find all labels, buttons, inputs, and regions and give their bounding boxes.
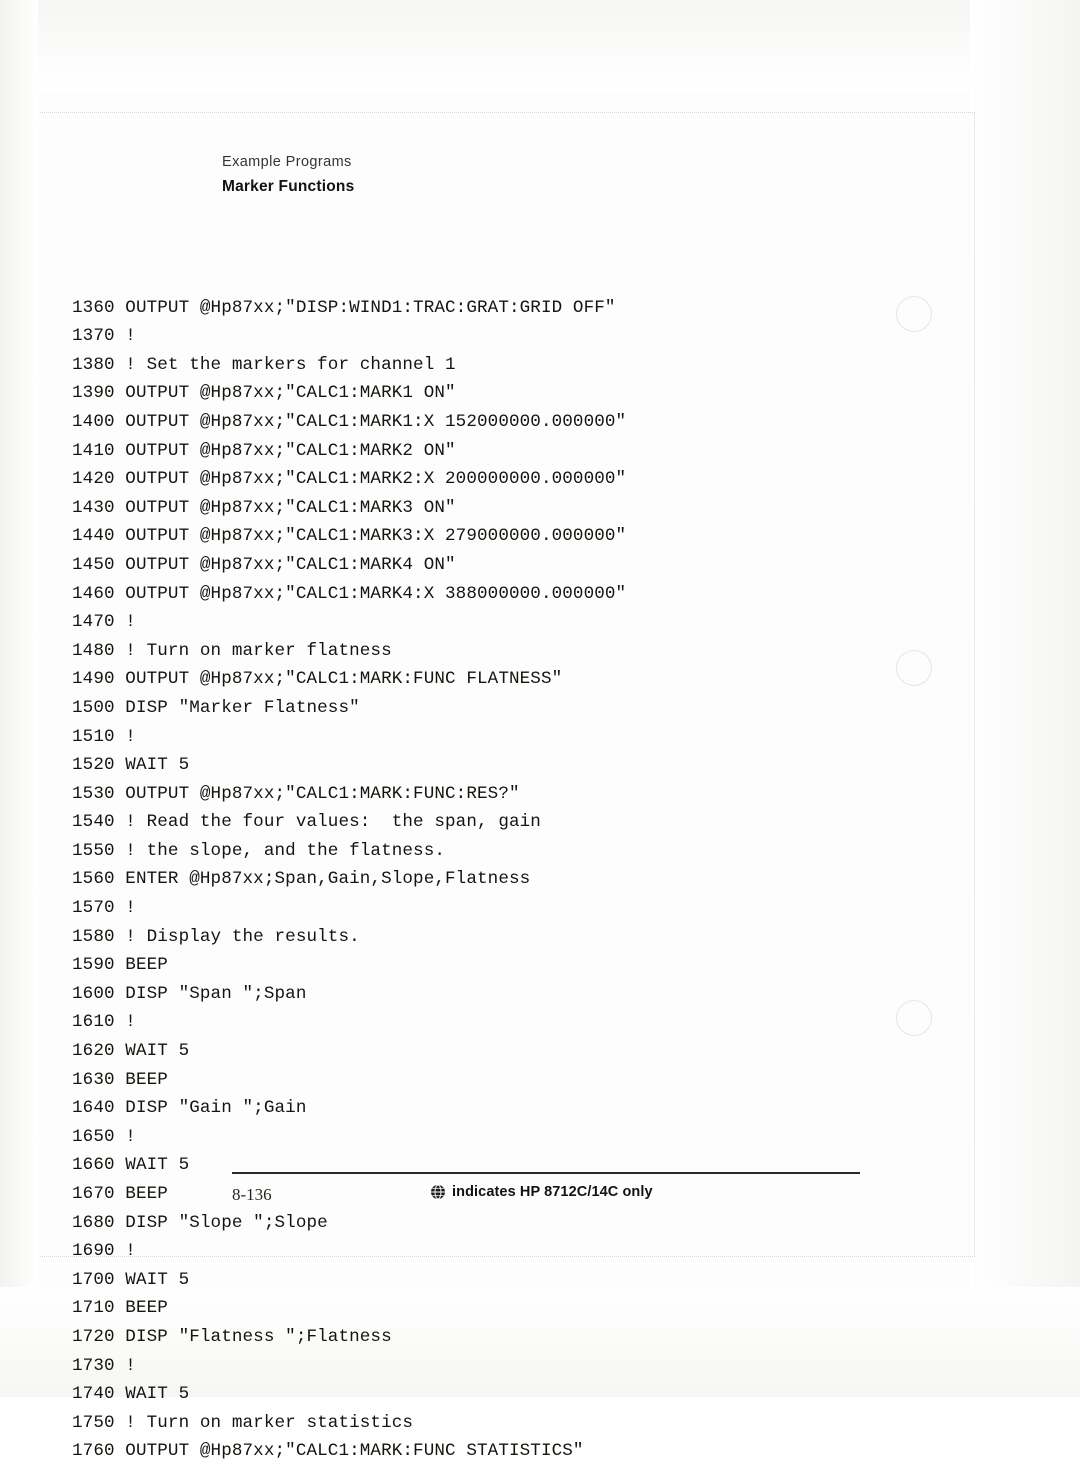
code-line: 1640 DISP "Gain ";Gain	[72, 1098, 307, 1119]
code-line: 1480 ! Turn on marker flatness	[72, 640, 392, 661]
code-line: 1740 WAIT 5	[72, 1384, 190, 1405]
page-footer	[232, 1182, 860, 1212]
code-line: 1720 DISP "Flatness ";Flatness	[72, 1326, 392, 1347]
code-line: 1380 ! Set the markers for channel 1	[72, 354, 456, 375]
code-line: 1610 !	[72, 1012, 136, 1033]
running-head-chapter: Example Programs	[222, 154, 352, 170]
code-line: 1440 OUTPUT @Hp87xx;"CALC1:MARK3:X 279000000.000000"	[72, 526, 627, 547]
code-line: 1360 OUTPUT @Hp87xx;"DISP:WIND1:TRAC:GRAT:GRID OFF"	[72, 297, 616, 318]
code-line: 1660 WAIT 5	[72, 1155, 190, 1176]
code-line: 1490 OUTPUT @Hp87xx;"CALC1:MARK:FUNC FLATNESS"	[72, 669, 563, 690]
running-head	[222, 152, 742, 198]
footer-divider	[232, 1172, 860, 1174]
code-line: 1400 OUTPUT @Hp87xx;"CALC1:MARK1:X 152000000.000000"	[72, 411, 627, 432]
code-line: 1710 BEEP	[72, 1298, 168, 1319]
code-line: 1760 OUTPUT @Hp87xx;"CALC1:MARK:FUNC STATISTICS"	[72, 1441, 584, 1462]
code-line: 1560 ENTER @Hp87xx;Span,Gain,Slope,Flatness	[72, 869, 531, 890]
code-line: 1510 !	[72, 726, 136, 747]
code-line: 1750 ! Turn on marker statistics	[72, 1412, 414, 1433]
code-line: 1670 BEEP	[72, 1184, 168, 1204]
code-line: 1460 OUTPUT @Hp87xx;"CALC1:MARK4:X 388000000.000000"	[72, 583, 627, 604]
code-line: 1530 OUTPUT @Hp87xx;"CALC1:MARK:FUNC:RES?"	[72, 783, 520, 804]
code-line: 1690 !	[72, 1241, 136, 1262]
running-head-section: Marker Functions	[222, 178, 355, 195]
code-listing	[72, 294, 862, 1466]
code-line: 1520 WAIT 5	[72, 755, 190, 776]
code-line: 1470 !	[72, 612, 136, 633]
code-line: 1430 OUTPUT @Hp87xx;"CALC1:MARK3 ON"	[72, 497, 456, 518]
code-line: 1680 DISP "Slope ";Slope	[72, 1212, 328, 1233]
footnote-label: indicates HP 8712C/14C only	[452, 1184, 653, 1200]
page-number: 8-136	[232, 1185, 272, 1204]
code-line: 1370 !	[72, 326, 136, 347]
code-line: 1630 BEEP	[72, 1069, 168, 1090]
code-line: 1700 WAIT 5	[72, 1269, 190, 1290]
code-line: 1570 !	[72, 898, 136, 919]
code-line: 1580 ! Display the results.	[72, 926, 360, 947]
code-line: 1650 !	[72, 1126, 136, 1147]
code-line: 1620 WAIT 5	[72, 1041, 190, 1062]
code-line: 1500 DISP "Marker Flatness"	[72, 697, 360, 718]
code-line: 1730 !	[72, 1355, 136, 1376]
code-line: 1450 OUTPUT @Hp87xx;"CALC1:MARK4 ON"	[72, 554, 456, 575]
code-line: 1390 OUTPUT @Hp87xx;"CALC1:MARK1 ON"	[72, 383, 456, 404]
code-line: 1590 BEEP	[72, 955, 168, 976]
code-line: 1600 DISP "Span ";Span	[72, 983, 307, 1004]
globe-icon	[430, 1184, 446, 1200]
footnote	[430, 1184, 653, 1200]
code-line: 1420 OUTPUT @Hp87xx;"CALC1:MARK2:X 200000000.000000"	[72, 469, 627, 490]
code-line: 1410 OUTPUT @Hp87xx;"CALC1:MARK2 ON"	[72, 440, 456, 461]
code-line: 1540 ! Read the four values: the span, gain	[72, 812, 541, 833]
code-line: 1550 ! the slope, and the flatness.	[72, 840, 446, 861]
